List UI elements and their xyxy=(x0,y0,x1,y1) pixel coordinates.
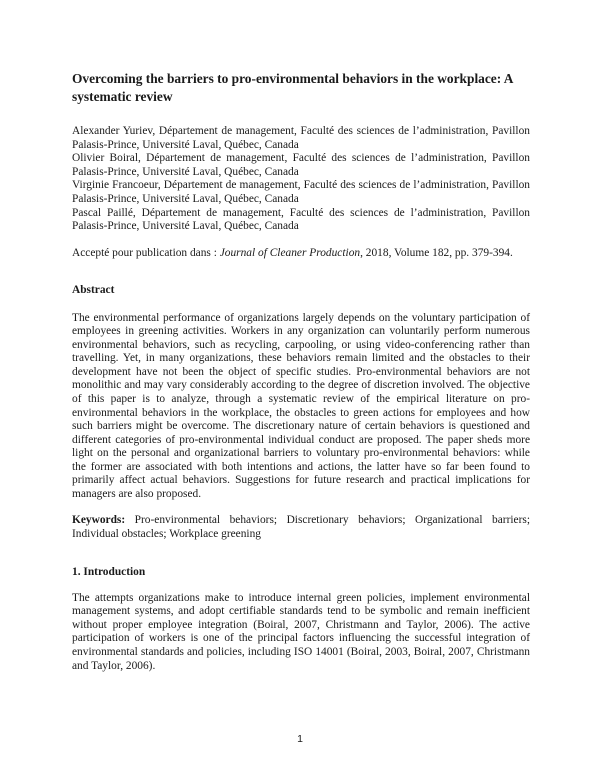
abstract-text: The environmental performance of organizations largely depends on the voluntary participation of employees in greening activities. Workers in any organization can voluntarily perform numerous environmental behaviors, such as recycling, carpooling, or using video-conferencing rather than travelling. Yet, in many organizations, these behaviors remain limited and the obstacles to their development have not been the object of specific studies. Pro-environmental behaviors are not monolithic and may vary considerably according to the degree of discretion involved. The objective of this paper is to analyze, through a systematic review of the empirical literature on pro-environmental behaviors in the workplace, the obstacles to green actions for employees and how such barriers might be overcome. The discretionary nature of certain behaviors is questioned and different categories of pro-environmental individual conduct are proposed. The paper sheds more light on the personal and organizational barriers to voluntary pro-environmental behaviors: while the former are associated with both intentions and actions, the latter have so far been found to primarily affect actual behaviors. Suggestions for future research and practical implications for managers are also proposed. xyxy=(72,311,530,500)
publication-details: , 2018, Volume 182, pp. 379-394. xyxy=(360,246,513,259)
publication-prefix: Accepté pour publication dans : xyxy=(72,246,220,259)
keywords-label: Keywords: xyxy=(72,514,126,527)
author-affiliation: Pascal Paillé, Département de management, Faculté des sciences de l’administration, Pavillon Palasis-Prince, Université Laval, Québec, Canada xyxy=(72,206,530,233)
introduction-heading: 1. Introduction xyxy=(72,565,146,578)
author-affiliation: Olivier Boiral, Département de management, Faculté des sciences de l’administration, Pavillon Palasis-Prince, Université Laval, Québec, Canada xyxy=(72,152,530,178)
page-number: 1 xyxy=(297,733,303,745)
journal-name: Journal of Cleaner Production xyxy=(219,246,361,259)
keywords-list: Pro-environmental behaviors; Discretionary behaviors; Organizational barriers; Individual obstacles; Workplace greening xyxy=(72,514,530,540)
abstract-heading: Abstract xyxy=(72,283,115,296)
publication-note xyxy=(72,246,530,260)
introduction-text: The attempts organizations make to introduce internal green policies, implement environmental management systems, and adopt certifiable standards tend to be symbolic and remain inefficient without proper employee integration (Boiral, 2007, Christmann and Taylor, 2006). The active participation of workers is one of the principal factors influencing the successful integration of environmental standards and policies, including ISO 14001 (Boiral, 2003, Boiral, 2007, Christmann and Taylor, 2006). xyxy=(72,591,530,672)
paper-title: Overcoming the barriers to pro-environmental behaviors in the workplace: A systematic review xyxy=(72,71,513,104)
keywords xyxy=(72,514,530,541)
author-list xyxy=(72,125,530,234)
author-affiliation: Alexander Yuriev, Département de management, Faculté des sciences de l’administration, Pavillon Palasis-Prince, Université Laval, Québec, Canada xyxy=(72,125,530,151)
author-affiliation: Virginie Francoeur, Département de management, Faculté des sciences de l’administration, Pavillon Palasis-Prince, Université Laval, Québec, Canada xyxy=(72,179,530,205)
